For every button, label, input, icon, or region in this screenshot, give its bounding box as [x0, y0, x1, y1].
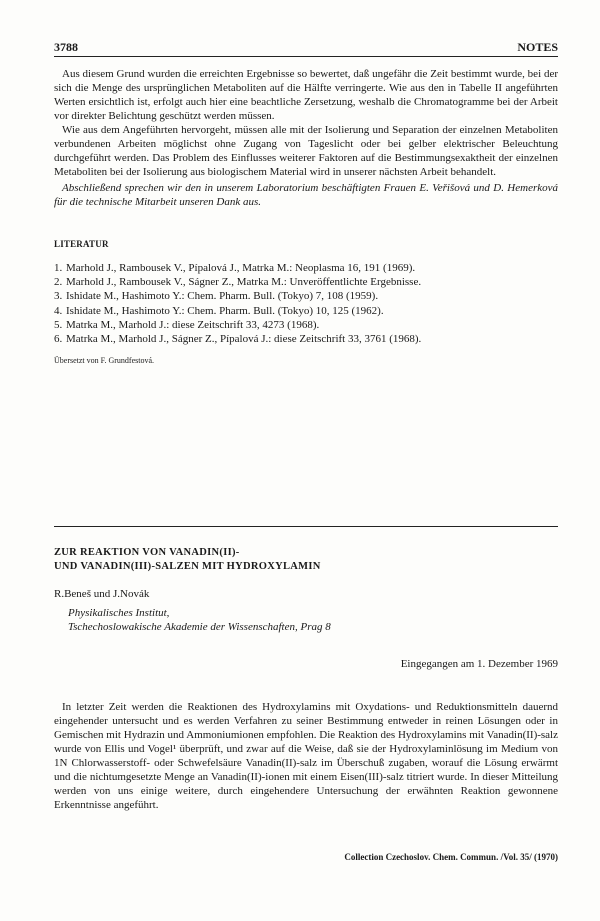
- reference-item: 2. Marhold J., Rambousek V., Ságner Z., Matrka M.: Unveröffentlichte Ergebnisse.: [54, 276, 422, 289]
- reference-item: 3. Ishidate M., Hashimoto Y.: Chem. Pharm. Bull. (Tokyo) 7, 108 (1959).: [54, 290, 379, 303]
- article-authors: R.Beneš und J.Novák: [54, 588, 150, 600]
- abstract-paragraph: In letzter Zeit werden die Reaktionen des Hydroxylamins mit Oxydations- und Reduktionsmitteln dauernd eingehender untersucht und es werden Verfahren zu seiner Bestimmung entweder in reinen Lösungen oder in Gemischen mit Hydrazin und Ammoniumionen empfohlen. Die Reaktion des Hydroxylamins mit Vanadin(II)-salz wurde von Ellis und Vogel¹ überprüft, und zwar auf die Weise, daß sie der Hydroxylaminlösung im Medium von 1N Chlorwasserstoff- oder Schwefelsäure Vanadin(II)-salz im Überschuß zugaben, worauf die Lösung erwärmt und die nichtumgesetzte Menge an Vanadin(II)-ionen mit einem Eisen(III)-salz titriert wurde. In dieser Mitteilung werden von uns einige weitere, durch eingehendere Untersuchung der erwähnten Reaktion gewonnene Erkenntnisse angeführt.: [54, 701, 558, 811]
- article-title-line-2: UND VANADIN(III)-SALZEN MIT HYDROXYLAMIN: [54, 561, 321, 572]
- affiliation-line-1: Physikalisches Institut,: [68, 607, 170, 619]
- section-label: NOTES: [517, 40, 558, 54]
- body-paragraph-1: Aus diesem Grund wurden die erreichten Ergebnisse so bewertet, daß ungefähr die Zeit bestimmt wurde, bei der sich die Menge des ursprünglichen Metaboliten auf die Hälfte verringerte. Wie aus den in Tabelle II angeführten Werten ersichtlich ist, erfolgt auch hier eine beachtliche Zersetzung, weshalb die Chromatogramme bei der Arbeit vor direkter Belichtung geschützt werden müssen.: [54, 68, 558, 122]
- running-header: [54, 40, 558, 54]
- literature-heading: LITERATUR: [54, 239, 109, 249]
- acknowledgement: Abschließend sprechen wir den in unserem Laboratorium beschäftigten Frauen E. Veřišová und D. Hemerková für die technische Mitarbeit unseren Dank aus.: [54, 182, 558, 208]
- page-number: 3788: [54, 40, 78, 54]
- received-date: Eingegangen am 1. Dezember 1969: [400, 658, 558, 670]
- reference-item: 5. Matrka M., Marhold J.: diese Zeitschrift 33, 4273 (1968).: [54, 318, 320, 331]
- page: [54, 40, 558, 862]
- affiliation-line-2: Tschechoslowakische Akademie der Wissenschaften, Prag 8: [68, 621, 331, 633]
- reference-item: 1. Marhold J., Rambousek V., Pípalová J., Matrka M.: Neoplasma 16, 191 (1969).: [54, 262, 416, 274]
- journal-footer: Collection Czechoslov. Chem. Commun. /Vol. 35/ (1970): [344, 852, 558, 862]
- article-abstract: [54, 700, 558, 812]
- translator-note: Übersetzt von F. Grundfestová.: [54, 356, 155, 366]
- reference-list: [54, 261, 558, 346]
- reference-item: 6. Matrka M., Marhold J., Ságner Z., Pípalová J.: diese Zeitschrift 33, 3761 (1968).: [54, 333, 422, 346]
- header-rule: [54, 56, 558, 57]
- article-title-line-1: ZUR REAKTION VON VANADIN(II)-: [54, 547, 240, 558]
- body-paragraph-2: Wie aus dem Angeführten hervorgeht, müssen alle mit der Isolierung und Separation der einzelnen Metaboliten verbundenen Arbeiten möglichst ohne Zugang von Tageslicht oder bei gelber elektrischer Beleuchtung durchgeführt werden. Das Problem des Einflusses weiterer Faktoren auf die Bestimmungsexaktheit der einzelnen Metaboliten bei der Isolierung aus biologischem Material wird in unserer nächsten Arbeit behandelt.: [54, 124, 558, 178]
- section-divider: [54, 526, 558, 527]
- reference-item: 4. Ishidate M., Hashimoto Y.: Chem. Pharm. Bull. (Tokyo) 10, 125 (1962).: [54, 304, 384, 317]
- article-affiliation: [68, 606, 331, 634]
- article-title: [54, 546, 321, 574]
